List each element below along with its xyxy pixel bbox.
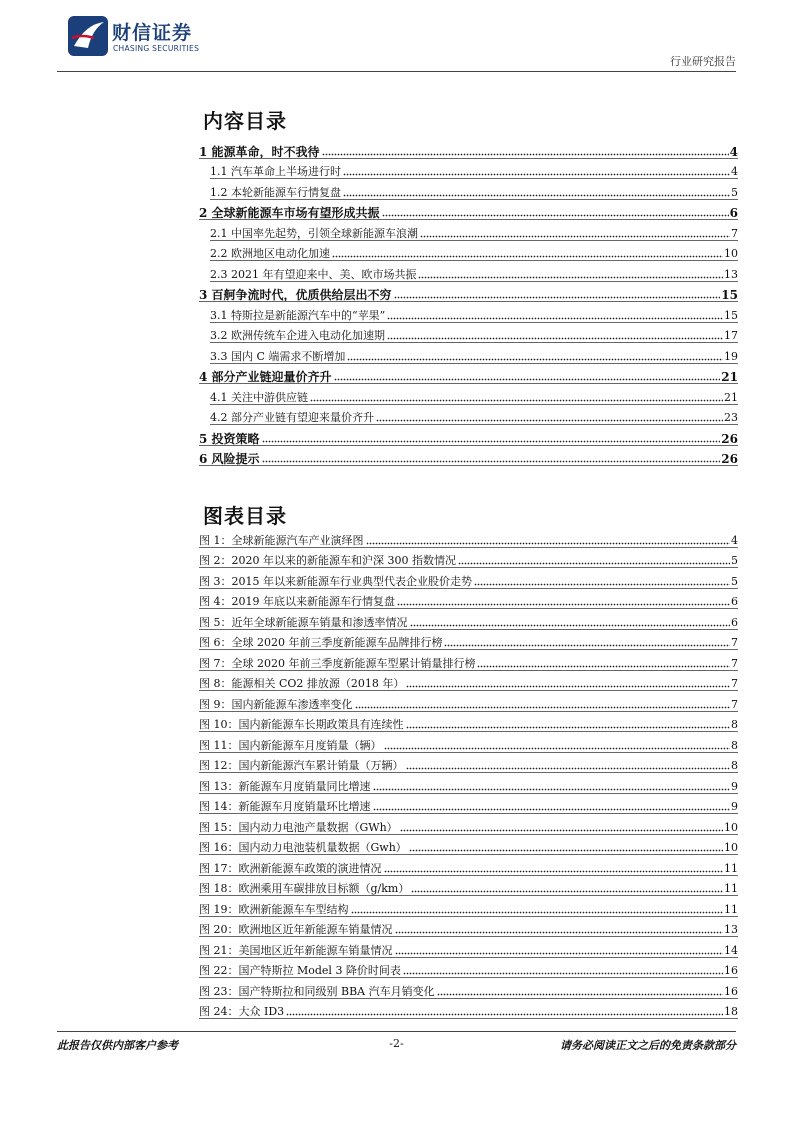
figure-entry[interactable] (199, 650, 738, 671)
figure-entry[interactable] (199, 937, 738, 958)
dot-leader (474, 572, 730, 586)
entry-page-number: 21 (721, 370, 738, 384)
entry-page-number: 7 (731, 697, 738, 711)
toc-chapter-entry[interactable] (199, 200, 738, 221)
toc-chapter-entry[interactable] (199, 138, 738, 159)
toc-section-entry[interactable] (199, 384, 738, 405)
figure-entry[interactable] (199, 691, 738, 712)
entry-label: 图 9：国内新能源车渗透率变化 (199, 697, 353, 711)
dot-leader (382, 203, 729, 217)
toc-chapter-entry[interactable] (199, 425, 738, 446)
page-number: -2- (389, 1037, 404, 1050)
dot-leader (397, 592, 730, 606)
entry-page-number: 8 (731, 738, 738, 752)
dot-leader (411, 879, 723, 893)
entry-label: 图 14：新能源车月度销量环比增速 (199, 800, 371, 813)
figure-entry[interactable] (199, 958, 738, 979)
entry-page-number: 4 (729, 144, 738, 159)
dot-leader (394, 285, 721, 299)
toc-section-entry[interactable] (199, 302, 738, 323)
dot-leader (458, 551, 730, 565)
figure-entry[interactable] (199, 773, 738, 794)
entry-page-number: 8 (731, 759, 738, 772)
entry-underline (199, 465, 738, 466)
figure-entry[interactable] (199, 835, 738, 856)
entry-page-number: 14 (724, 943, 738, 957)
footer-divider (57, 1031, 736, 1032)
entry-label: 图 20：欧洲地区近年新能源车销量情况 (199, 923, 393, 936)
figure-entry[interactable] (199, 876, 738, 897)
figure-entry[interactable] (199, 609, 738, 630)
toc-section-entry[interactable] (199, 179, 738, 200)
dot-leader (373, 797, 731, 811)
entry-label: 图 16：国内动力电池装机量数据（Gwh） (199, 841, 407, 854)
entry-page-number: 10 (724, 247, 738, 260)
footer-disclaimer-right: 请务必阅读正文之后的免责条款部分 (560, 1039, 736, 1052)
figure-entry[interactable] (199, 917, 738, 938)
entry-page-number: 17 (724, 329, 738, 342)
entry-label: 4 部分产业链迎量价齐升 (199, 370, 332, 384)
entry-page-number: 11 (724, 861, 738, 875)
entry-page-number: 11 (724, 902, 738, 916)
entry-page-number: 11 (724, 882, 738, 895)
entry-page-number: 5 (731, 554, 738, 567)
dot-leader (395, 941, 724, 955)
dot-leader (384, 736, 731, 750)
entry-label: 图 7：全球 2020 年前三季度新能源车型累计销量排行榜 (199, 656, 476, 670)
entry-label: 图 2：2020 年以来的新能源车和沪深 300 指数情况 (199, 554, 456, 567)
dot-leader (420, 224, 730, 238)
entry-label: 图 4：2019 年底以来新能源车行情复盘 (199, 595, 395, 608)
entry-label: 1.2 本轮新能源车行情复盘 (210, 185, 341, 199)
entry-label: 图 22：国产特斯拉 Model 3 降价时间表 (199, 964, 401, 977)
entry-page-number: 19 (724, 349, 738, 363)
table-of-contents (199, 138, 738, 466)
dot-leader (410, 613, 731, 627)
entry-label: 6 风险提示 (199, 452, 260, 466)
entry-label: 图 19：欧洲新能源车车型结构 (199, 902, 349, 916)
entry-page-number: 7 (731, 636, 738, 649)
figure-entry[interactable] (199, 732, 738, 753)
dot-leader (373, 777, 731, 791)
entry-label: 图 13：新能源车月度销量同比增速 (199, 779, 371, 793)
dot-leader (477, 654, 730, 668)
entry-label: 图 1：全球新能源汽车产业演绎图 (199, 533, 364, 547)
dot-leader (286, 1002, 723, 1016)
entry-label: 图 12：国内新能源汽车累计销量（万辆） (199, 759, 404, 772)
entry-label: 图 10：国内新能源车长期政策具有连续性 (199, 718, 404, 731)
toc-section-entry[interactable] (199, 220, 738, 241)
dot-leader (406, 715, 731, 729)
toc-chapter-entry[interactable] (199, 364, 738, 385)
dot-leader (444, 633, 730, 647)
figure-entry[interactable] (199, 671, 738, 692)
dot-leader (262, 449, 721, 463)
entry-page-number: 4 (731, 533, 738, 547)
dot-leader (418, 265, 723, 279)
dot-leader (310, 388, 723, 402)
dot-leader (366, 531, 731, 545)
entry-label: 图 8：能源相关 CO2 排放源（2018 年） (199, 677, 405, 690)
dot-leader (384, 859, 724, 873)
entry-page-number: 23 (724, 411, 738, 424)
entry-page-number: 9 (731, 800, 738, 813)
entry-label: 3.3 国内 C 端需求不断增加 (210, 349, 346, 363)
dot-leader (406, 674, 730, 688)
entry-page-number: 15 (721, 288, 738, 302)
entry-page-number: 18 (724, 1005, 738, 1018)
figure-entry[interactable] (199, 999, 738, 1020)
entry-label: 图 23：国产特斯拉和同级别 BBA 汽车月销变化 (199, 984, 435, 998)
dot-leader (347, 347, 723, 361)
header-divider (57, 71, 736, 72)
entry-label: 图 21：美国地区近年新能源车销量情况 (199, 943, 393, 957)
figure-entry[interactable] (199, 978, 738, 999)
entry-page-number: 7 (731, 677, 738, 690)
dot-leader (332, 244, 723, 258)
figure-entry[interactable] (199, 568, 738, 589)
entry-label: 3 百舸争流时代，优质供给层出不穷 (199, 288, 392, 302)
dot-leader (262, 429, 721, 443)
entry-label: 图 15：国内动力电池产量数据（GWh） (199, 820, 398, 834)
entry-label: 图 17：欧洲新能源车政策的演进情况 (199, 861, 382, 875)
toc-section-entry[interactable] (199, 343, 738, 364)
dot-leader (406, 756, 731, 770)
figures-title: 图表目录 (203, 504, 287, 528)
dot-leader (387, 326, 723, 340)
dot-leader (400, 818, 723, 832)
entry-page-number: 5 (731, 185, 738, 199)
toc-section-entry[interactable] (199, 159, 738, 180)
entry-page-number: 13 (724, 923, 738, 936)
toc-chapter-entry[interactable] (199, 446, 738, 467)
entry-page-number: 16 (724, 964, 738, 977)
dot-leader (409, 838, 723, 852)
report-type-label: 行业研究报告 (670, 55, 736, 68)
dot-leader (343, 162, 730, 176)
dot-leader (334, 367, 721, 381)
dot-leader (387, 306, 723, 320)
entry-label: 4.2 部分产业链有望迎来量价齐升 (210, 411, 374, 424)
toc-section-entry[interactable] (199, 241, 738, 262)
entry-label: 1 能源革命，时不我待 (199, 144, 320, 159)
dot-leader (395, 920, 724, 934)
entry-page-number: 13 (724, 267, 738, 281)
dot-leader (403, 961, 723, 975)
toc-section-entry[interactable] (199, 323, 738, 344)
entry-page-number: 26 (721, 452, 738, 466)
dot-leader (376, 408, 723, 422)
entry-page-number: 26 (721, 431, 738, 446)
entry-label: 4.1 关注中游供应链 (210, 390, 308, 404)
entry-page-number: 10 (724, 820, 738, 834)
dot-leader (322, 142, 729, 156)
figure-entry[interactable] (199, 814, 738, 835)
entry-page-number: 7 (731, 226, 738, 240)
figure-entry[interactable] (199, 712, 738, 733)
entry-label: 2.2 欧洲地区电动化加速 (210, 247, 330, 260)
toc-section-entry[interactable] (199, 261, 738, 282)
entry-page-number: 4 (731, 165, 738, 178)
figure-entry[interactable] (199, 630, 738, 651)
figure-entry[interactable] (199, 548, 738, 569)
footer-disclaimer-left: 此报告仅供内部客户参考 (57, 1039, 178, 1052)
entry-label: 图 5：近年全球新能源车销量和渗透率情况 (199, 615, 408, 629)
entry-label: 图 11：国内新能源车月度销量（辆） (199, 738, 382, 752)
entry-label: 图 6：全球 2020 年前三季度新能源车品牌排行榜 (199, 636, 443, 649)
entry-label: 3.1 特斯拉是新能源汽车中的“苹果” (210, 308, 386, 322)
dot-leader (437, 982, 723, 996)
entry-page-number: 8 (731, 718, 738, 731)
toc-section-entry[interactable] (199, 405, 738, 426)
entry-page-number: 5 (731, 574, 738, 588)
entry-label: 图 3：2015 年以来新能源车行业典型代表企业股价走势 (199, 574, 472, 588)
entry-page-number: 6 (731, 615, 738, 629)
entry-label: 图 18：欧洲乘用车碳排放目标额（g/km） (199, 882, 410, 895)
dot-leader (343, 183, 730, 197)
logo-english-name: CHASING SECURITIES (113, 44, 200, 53)
toc-title: 内容目录 (203, 109, 287, 133)
figure-entry[interactable] (199, 794, 738, 815)
entry-page-number: 15 (724, 308, 738, 322)
entry-label: 5 投资策略 (199, 431, 260, 446)
chasing-securities-logo-icon (68, 16, 108, 56)
figure-entry[interactable] (199, 896, 738, 917)
entry-page-number: 6 (731, 595, 738, 608)
entry-page-number: 21 (724, 390, 738, 404)
dot-leader (351, 900, 724, 914)
dot-leader (355, 695, 731, 709)
page-header (0, 0, 793, 75)
entry-page-number: 6 (729, 206, 738, 220)
entry-label: 1.1 汽车革命上半场进行时 (210, 165, 341, 178)
entry-underline (199, 1018, 738, 1019)
entry-label: 3.2 欧洲传统车企进入电动化加速期 (210, 329, 385, 342)
entry-label: 2.3 2021 年有望迎来中、美、欧市场共振 (210, 267, 417, 281)
entry-label: 图 24：大众 ID3 (199, 1005, 285, 1018)
entry-page-number: 16 (724, 984, 738, 998)
entry-label: 2.1 中国率先起势，引领全球新能源车浪潮 (210, 226, 418, 240)
entry-label: 2 全球新能源车市场有望形成共振 (199, 206, 380, 220)
entry-page-number: 7 (731, 656, 738, 670)
figure-entry[interactable] (199, 527, 738, 548)
list-of-figures (199, 527, 738, 1019)
figure-entry[interactable] (199, 753, 738, 774)
entry-page-number: 10 (724, 841, 738, 854)
entry-page-number: 9 (731, 779, 738, 793)
toc-chapter-entry[interactable] (199, 282, 738, 303)
logo-chinese-name: 财信证券 (112, 22, 193, 44)
figure-entry[interactable] (199, 589, 738, 610)
figure-entry[interactable] (199, 855, 738, 876)
